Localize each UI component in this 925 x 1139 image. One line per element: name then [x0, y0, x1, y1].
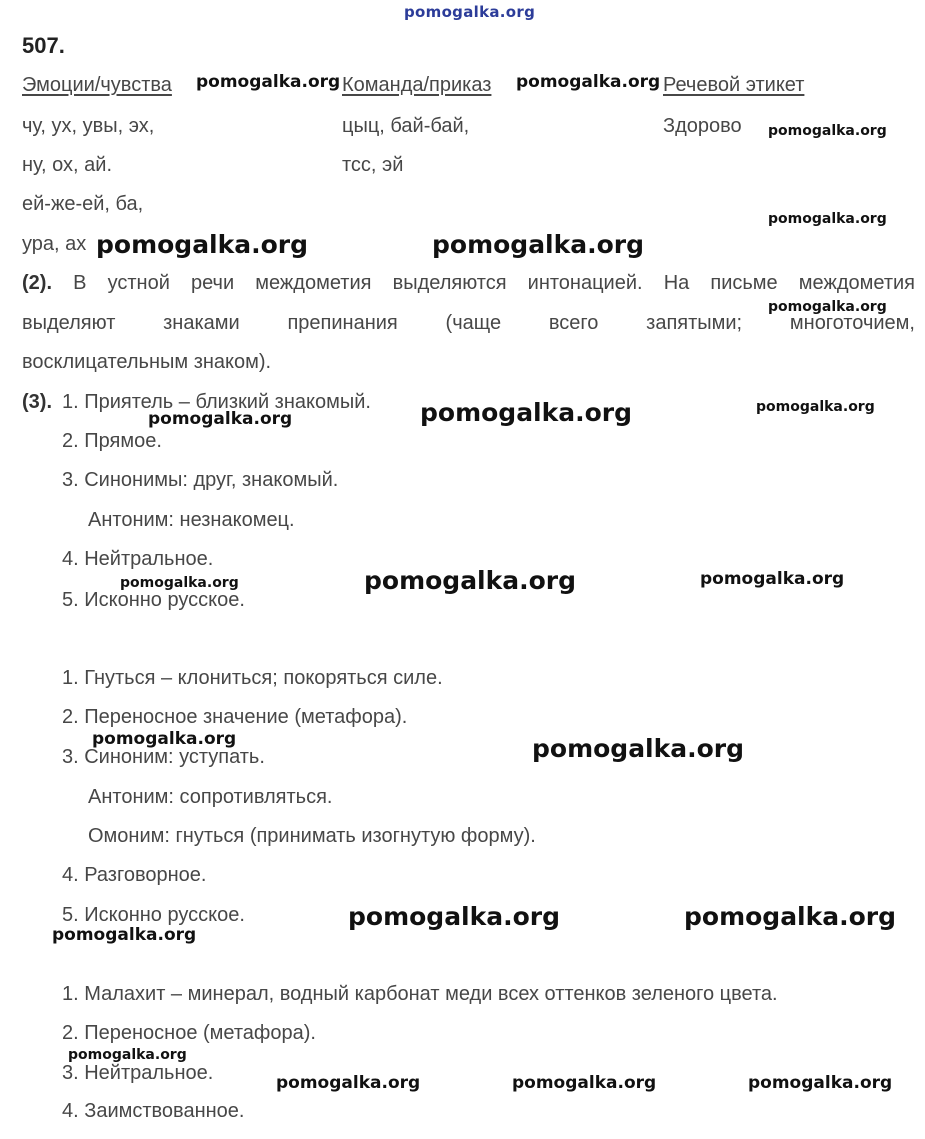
command-line-1: цыц, бай-бай,: [342, 115, 470, 137]
block2-item-5: Омоним: гнуться (принимать изогнутую форму).: [88, 825, 536, 847]
watermark: pomogalka.org: [148, 409, 293, 429]
block1-item-2: 2. Прямое.: [62, 430, 162, 452]
watermark: pomogalka.org: [768, 211, 887, 227]
header-emotions: Эмоции/чувства: [22, 74, 172, 96]
block2-item-3: 3. Синоним: уступать.: [62, 746, 265, 768]
watermark: pomogalka.org: [700, 569, 845, 589]
command-line-2: тсс, эй: [342, 154, 404, 176]
emotions-line-2: ну, ох, ай.: [22, 154, 113, 176]
watermark: pomogalka.org: [768, 123, 887, 139]
block1-item-4: Антоним: незнакомец.: [88, 509, 295, 531]
block3-item-2: 2. Переносное (метафора).: [62, 1022, 316, 1044]
watermark: pomogalka.org: [196, 72, 341, 92]
watermark: pomogalka.org: [512, 1073, 657, 1093]
watermark: pomogalka.org: [516, 72, 661, 92]
block1-item-1: 1. Приятель – близкий знакомый.: [62, 391, 371, 413]
header-etiquette: Речевой этикет: [663, 74, 805, 96]
part2-label: (2).: [22, 272, 52, 294]
emotions-line-1: чу, ух, увы, эх,: [22, 115, 155, 137]
watermark: pomogalka.org: [756, 399, 875, 415]
watermark: pomogalka.org: [768, 299, 887, 315]
part2-line-1: [22, 271, 915, 295]
block3-item-4: 4. Заимствованное.: [62, 1100, 245, 1122]
block2-item-7: 5. Исконно русское.: [62, 904, 245, 926]
watermark-top: pomogalka.org: [404, 3, 536, 21]
block1-item-6: 5. Исконно русское.: [62, 589, 245, 611]
emotions-line-3: ей-же-ей, ба,: [22, 193, 144, 215]
part2-line-3: восклицательным знаком).: [22, 351, 272, 373]
emotions-line-4: ура, ах: [22, 233, 87, 255]
part2-text-1: В устной речи междометия выделяются интонацией. На письме междометия: [73, 272, 915, 294]
block3-item-1: 1. Малахит – минерал, водный карбонат меди всех оттенков зеленого цвета.: [62, 983, 778, 1005]
part2-line-2: выделяют знаками препинания (чаще всего запятыми; многоточием,: [22, 312, 915, 334]
etiquette-line-1: Здорово: [663, 115, 742, 137]
watermark: pomogalka.org: [684, 902, 897, 931]
watermark: pomogalka.org: [52, 925, 197, 945]
block2-item-1: 1. Гнуться – клониться; покоряться силе.: [62, 667, 443, 689]
block2-item-6: 4. Разговорное.: [62, 864, 207, 886]
block2-item-4: Антоним: сопротивляться.: [88, 786, 333, 808]
watermark: pomogalka.org: [420, 398, 633, 427]
block1-item-3: 3. Синонимы: друг, знакомый.: [62, 469, 339, 491]
watermark: pomogalka.org: [748, 1073, 893, 1093]
part3-label: (3).: [22, 391, 52, 413]
watermark: pomogalka.org: [348, 902, 561, 931]
watermark: pomogalka.org: [68, 1047, 187, 1063]
block1-item-5: 4. Нейтральное.: [62, 548, 214, 570]
watermark: pomogalka.org: [120, 575, 239, 591]
watermark: pomogalka.org: [96, 230, 309, 259]
watermark: pomogalka.org: [92, 729, 237, 749]
watermark: pomogalka.org: [532, 734, 745, 763]
header-command: Команда/приказ: [342, 74, 492, 96]
watermark: pomogalka.org: [276, 1073, 421, 1093]
exercise-number: 507.: [22, 33, 65, 58]
block2-item-2: 2. Переносное значение (метафора).: [62, 706, 408, 728]
block3-item-3: 3. Нейтральное.: [62, 1062, 214, 1084]
watermark: pomogalka.org: [432, 230, 645, 259]
watermark: pomogalka.org: [364, 566, 577, 595]
